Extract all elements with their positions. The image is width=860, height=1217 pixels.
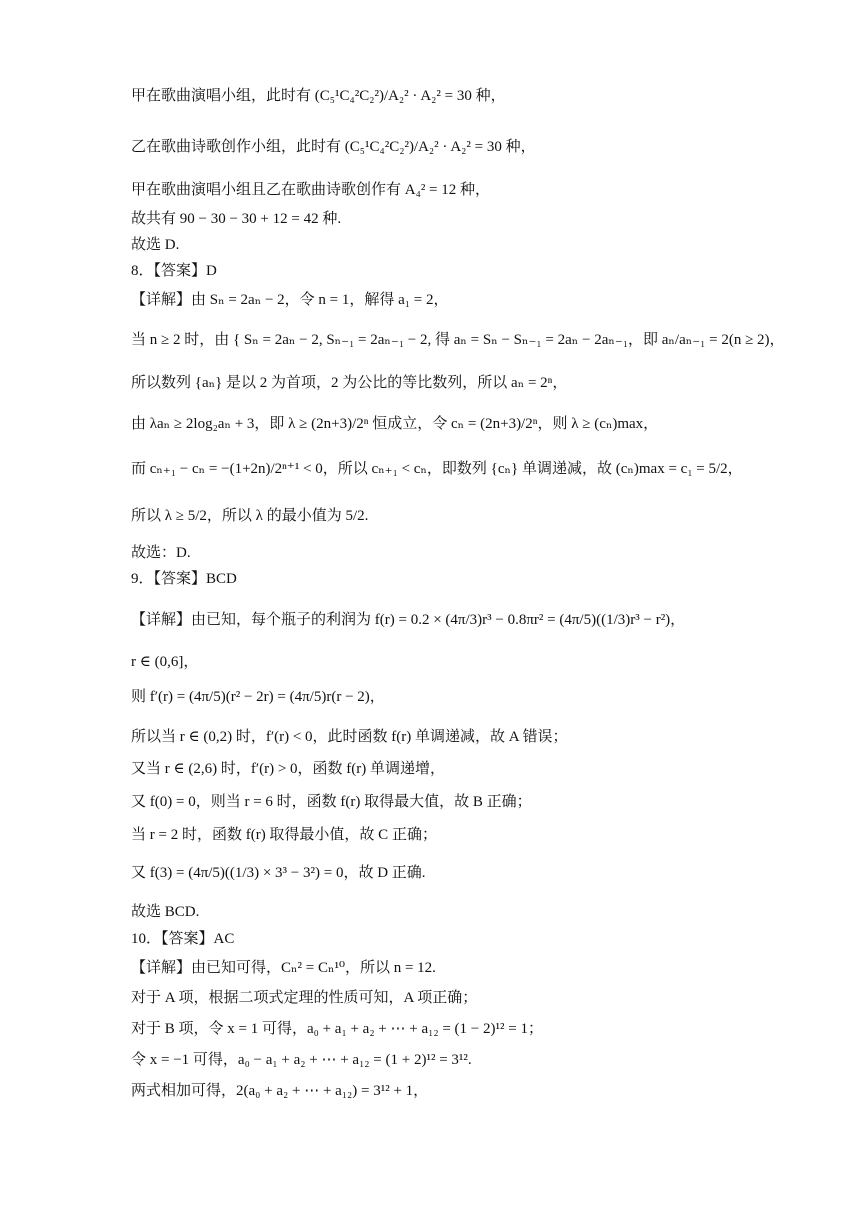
text-line: 所以数列 {aₙ} 是以 2 为首项，2 为公比的等比数列，所以 aₙ = 2ⁿ， bbox=[131, 375, 568, 391]
text-line: 故选 BCD. bbox=[131, 904, 200, 920]
text-line: 两式相加可得，2(a₀ + a₂ + ⋯ + a₁₂) = 3¹² + 1， bbox=[131, 1083, 429, 1099]
text-line: 故选 D. bbox=[131, 237, 180, 253]
text-line: 而 cₙ₊₁ − cₙ = −(1+2n)/2ⁿ⁺¹ < 0，所以 cₙ₊₁ < cₙ，即数列 {cₙ} 单调递减，故 (cₙ)max = c₁ = 5/2， bbox=[131, 461, 743, 477]
text-line: 对于 A 项，根据二项式定理的性质可知，A 项正确； bbox=[131, 990, 478, 1006]
text-line: 令 x = −1 可得，a₀ − a₁ + a₂ + ⋯ + a₁₂ = (1 + 2)¹² = 3¹². bbox=[131, 1052, 472, 1068]
text-line: 甲在歌曲演唱小组且乙在歌曲诗歌创作有 A₄² = 12 种， bbox=[131, 182, 491, 198]
text-line: 故选：D. bbox=[131, 545, 191, 561]
text-line: r ∈ (0,6]， bbox=[131, 654, 199, 670]
text-line: 又 f(3) = (4π/5)((1/3) × 3³ − 3²) = 0，故 D 正确. bbox=[131, 865, 426, 881]
text-line: 所以当 r ∈ (0,2) 时，f′(r) < 0，此时函数 f(r) 单调递减，故 A 错误； bbox=[131, 729, 568, 745]
answer-heading: 9．【答案】BCD bbox=[131, 571, 237, 587]
text-line: 故共有 90 − 30 − 30 + 12 = 42 种. bbox=[131, 211, 342, 227]
text-line: 由 λaₙ ≥ 2log₂aₙ + 3，即 λ ≥ (2n+3)/2ⁿ 恒成立，令 cₙ = (2n+3)/2ⁿ，则 λ ≥ (cₙ)max， bbox=[131, 416, 659, 432]
text-line: 【详解】由已知，每个瓶子的利润为 f(r) = 0.2 × (4π/3)r³ − 0.8πr² = (4π/5)((1/3)r³ − r²)， bbox=[131, 612, 686, 628]
text-line: 乙在歌曲诗歌创作小组，此时有 (C₅¹C₄²C₂²)/A₂² · A₂² = 30 种， bbox=[131, 139, 536, 155]
text-line: 当 r = 2 时，函数 f(r) 取得最小值，故 C 正确； bbox=[131, 827, 437, 843]
answer-heading: 8．【答案】D bbox=[131, 263, 217, 279]
text-line: 又 f(0) = 0，则当 r = 6 时，函数 f(r) 取得最大值，故 B 正确； bbox=[131, 794, 532, 810]
text-line: 所以 λ ≥ 5/2，所以 λ 的最小值为 5/2. bbox=[131, 508, 369, 524]
answer-heading: 10．【答案】AC bbox=[131, 931, 235, 947]
text-line: 则 f′(r) = (4π/5)(r² − 2r) = (4π/5)r(r − 2)， bbox=[131, 689, 385, 705]
text-line: 又当 r ∈ (2,6) 时，f′(r) > 0，函数 f(r) 单调递增， bbox=[131, 761, 446, 777]
text-line: 【详解】由 Sₙ = 2aₙ − 2，令 n = 1，解得 a₁ = 2， bbox=[131, 292, 449, 308]
text-line: 当 n ≥ 2 时，由 { Sₙ = 2aₙ − 2, Sₙ₋₁ = 2aₙ₋₁ − 2, 得 aₙ = Sₙ − Sₙ₋₁ = 2aₙ − 2aₙ₋₁，即 aₙ/aₙ₋₁ = 2(n ≥ 2)， bbox=[131, 332, 785, 348]
text-line: 甲在歌曲演唱小组，此时有 (C₅¹C₄²C₂²)/A₂² · A₂² = 30 种， bbox=[131, 88, 506, 104]
text-line: 【详解】由已知可得，Cₙ² = Cₙ¹⁰，所以 n = 12. bbox=[131, 960, 436, 976]
text-line: 对于 B 项，令 x = 1 可得，a₀ + a₁ + a₂ + ⋯ + a₁₂ = (1 − 2)¹² = 1； bbox=[131, 1021, 543, 1037]
